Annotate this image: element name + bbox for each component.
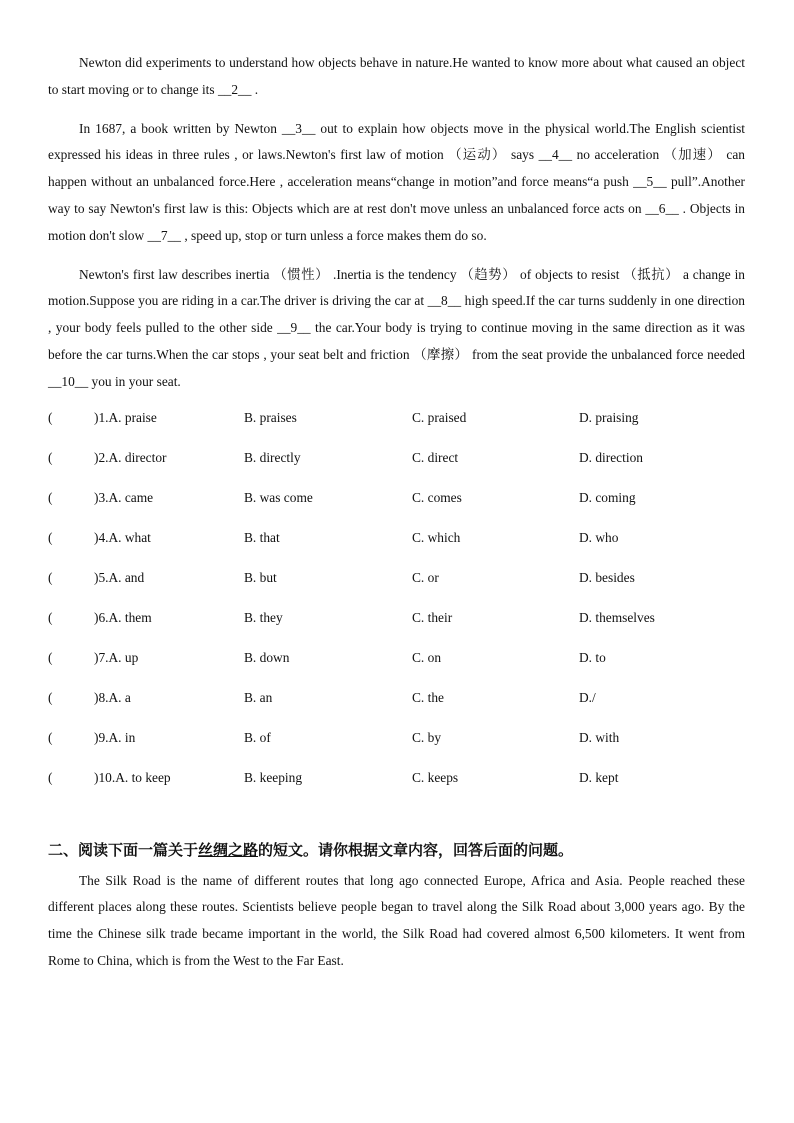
option-c: C. praised xyxy=(412,409,467,425)
question-row xyxy=(48,568,745,608)
option-b: B. directly xyxy=(244,449,301,465)
section-title-prefix: 二、阅读下面一篇关于 xyxy=(48,840,199,859)
answer-paren[interactable]: ( xyxy=(48,729,53,745)
option-d: D. who xyxy=(579,529,619,545)
option-c: C. on xyxy=(412,649,442,665)
option-d: D. direction xyxy=(579,449,643,465)
option-b: B. they xyxy=(244,609,283,625)
option-a: )9.A. in xyxy=(94,729,136,745)
option-a: )2.A. director xyxy=(94,449,167,465)
option-d: D. kept xyxy=(579,769,619,785)
option-b: B. was come xyxy=(244,489,313,505)
option-d: D. to xyxy=(579,649,606,665)
option-c: C. their xyxy=(412,609,453,625)
answer-paren[interactable]: ( xyxy=(48,449,53,465)
question-row xyxy=(48,648,745,688)
document-page xyxy=(48,50,745,987)
question-row xyxy=(48,608,745,648)
question-row xyxy=(48,728,745,768)
section-2-title xyxy=(48,838,745,862)
section-title-underlined: 丝绸之路 xyxy=(198,840,259,859)
option-a: )3.A. came xyxy=(94,489,154,505)
question-row xyxy=(48,448,745,488)
option-d: D. besides xyxy=(579,569,635,585)
option-c: C. direct xyxy=(412,449,459,465)
option-b: B. down xyxy=(244,649,290,665)
option-d: D. praising xyxy=(579,409,639,425)
option-c: C. or xyxy=(412,569,439,585)
answer-paren[interactable]: ( xyxy=(48,409,53,425)
option-c: C. the xyxy=(412,689,444,705)
question-list xyxy=(48,408,745,808)
question-row xyxy=(48,528,745,568)
option-a: )1.A. praise xyxy=(94,409,157,425)
option-c: C. which xyxy=(412,529,461,545)
section-title-suffix: 的短文。请你根据文章内容，回答后面的问题。 xyxy=(258,840,574,859)
passage-paragraph-3: Newton's first law describes inertia （惯性） .Inertia is the tendency （趋势） of objects to resist （抵抗） a change in motion.Suppose you are riding in a car.The driver is driving the car at __8__ high speed.If the car turns suddenly in one direction , your body feels pulled to the other side __9__ the car.Your body is trying to continue moving in the same direction as it was before the car turns.When the car stops , your seat belt and friction （摩擦） from the seat provide the unbalanced force needed __10__ you in your seat. xyxy=(48,266,745,389)
passage-paragraph-1: Newton did experiments to understand how objects behave in nature.He wanted to know more about what caused an object to start moving or to change its __2__ . xyxy=(48,55,745,97)
option-b: B. keeping xyxy=(244,769,303,785)
answer-paren[interactable]: ( xyxy=(48,689,53,705)
option-d: D. with xyxy=(579,729,620,745)
option-a: )7.A. up xyxy=(94,649,139,665)
option-a: )5.A. and xyxy=(94,569,145,585)
option-c: C. comes xyxy=(412,489,462,505)
option-d: D./ xyxy=(579,689,596,705)
option-c: C. keeps xyxy=(412,769,459,785)
answer-paren[interactable]: ( xyxy=(48,529,53,545)
option-a: )4.A. what xyxy=(94,529,151,545)
answer-paren[interactable]: ( xyxy=(48,649,53,665)
answer-paren[interactable]: ( xyxy=(48,489,53,505)
question-row xyxy=(48,688,745,728)
question-row xyxy=(48,488,745,528)
answer-paren[interactable]: ( xyxy=(48,769,53,785)
option-c: C. by xyxy=(412,729,442,745)
option-a: )8.A. a xyxy=(94,689,131,705)
option-b: B. praises xyxy=(244,409,297,425)
option-b: B. of xyxy=(244,729,271,745)
option-b: B. but xyxy=(244,569,277,585)
option-b: B. an xyxy=(244,689,273,705)
option-d: D. coming xyxy=(579,489,636,505)
answer-paren[interactable]: ( xyxy=(48,609,53,625)
option-a: )10.A. to keep xyxy=(94,769,171,785)
option-a: )6.A. them xyxy=(94,609,152,625)
section-2-paragraph: The Silk Road is the name of different routes that long ago connected Europe, Africa and Asia. People reached these different places along these routes. Scientists believe people began to travel along the Silk Road about 3,000 years ago. By the time the Chinese silk trade became important in the world, the Silk Road had covered almost 6,500 kilometers. It went from Rome to China, which is from the West to the Far East. xyxy=(48,872,745,968)
option-b: B. that xyxy=(244,529,280,545)
question-row xyxy=(48,768,745,808)
option-d: D. themselves xyxy=(579,609,655,625)
question-row xyxy=(48,408,745,448)
answer-paren[interactable]: ( xyxy=(48,569,53,585)
passage-paragraph-2: In 1687, a book written by Newton __3__ out to explain how objects move in the physical world.The English scientist expressed his ideas in three rules , or laws.Newton's first law of motion （运动） says __4__ no acceleration （加速） can happen without an unbalanced force.Here , acceleration means“change in motion”and force means“a push __5__ pull”.Another way to say Newton's first law is this: Objects which are at rest don't move unless an unbalanced force acts on __6__ . Objects in motion don't slow __7__ , speed up, stop or turn unless a force makes them do so. xyxy=(48,120,745,243)
